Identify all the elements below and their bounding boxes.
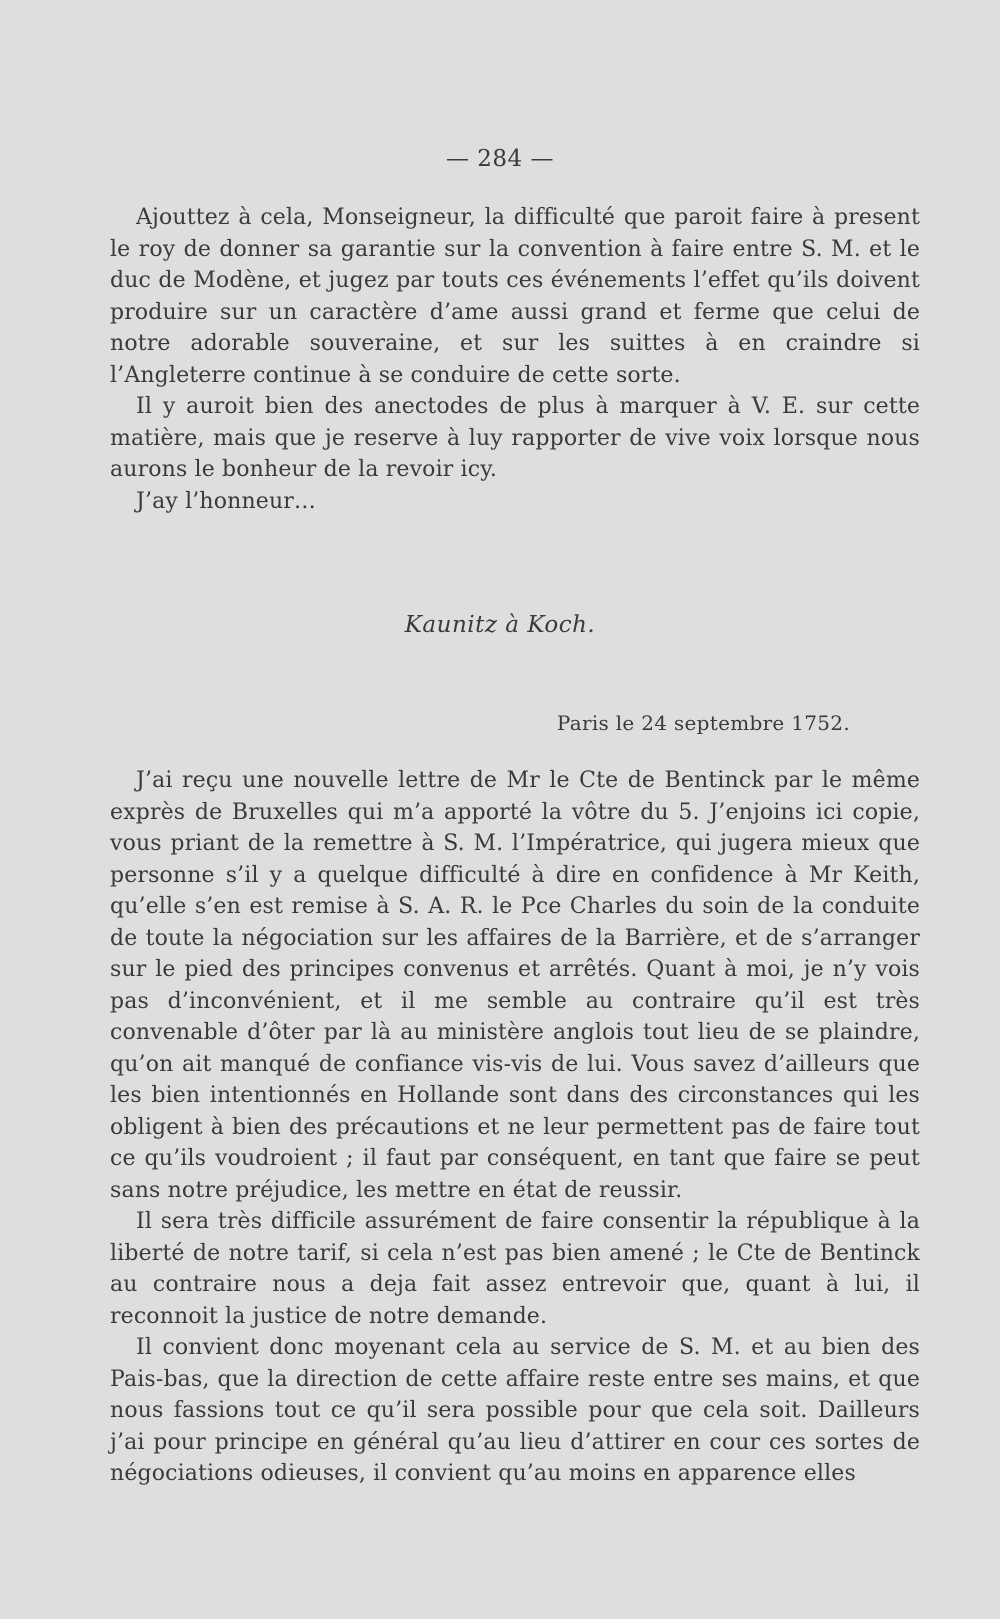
dateline: Paris le 24 septembre 1752. [556,711,850,735]
paragraph: Il sera très difficile assurément de faire consentir la république à la liberté de notre tarif, si cela n’est pas bien amené ; le Cte de Bentinck au contraire nous a deja fait assez entrevoir que, quant à lui, il reconnoit la justice de notre demande. [110,1209,920,1329]
paragraph: Ajouttez à cela, Monseigneur, la difficulté que paroit faire à present le roy de donner sa garantie sur la convention à faire entre S. M. et le duc de Modène, et jugez par touts ces événements l’effet qu’ils doivent produire sur un caractère d’ame aussi grand et ferme que celui de notre adorable souveraine, et sur les suittes à en craindre si l’Angleterre continue à se conduire de cette sorte. [110,205,920,388]
paragraph: J’ai reçu une nouvelle lettre de Mr le Cte de Bentinck par le même exprès de Bruxelles qui m’a apporté la vôtre du 5. J’enjoins ici copie, vous priant de la remettre à S. M. l’Impératrice, qui jugera mieux que personne s’il y a quelque difficulté à dire en confidence à Mr Keith, qu’elle s’en est remise à S. A. R. le Pce Charles du soin de la conduite de toute la négociation sur les affaires de la Barrière, et de s’arranger sur le pied des principes convenus et arrêtés. Quant à moi, je n’y vois pas d’inconvénient, et il me semble au contraire qu’il est très convenable d’ôter par là au ministère anglois tout lieu de se plaindre, qu’on ait manqué de confiance vis-vis de lui. Vous savez d’ailleurs que les bien intentionnés en Hollande sont dans des circonstances qui les obligent à bien des précautions et ne leur permettent pas de faire tout ce qu’ils voudroient ; il faut par conséquent, en tant que faire se peut sans notre préjudice, les mettre en état de reussir. [110,768,920,1203]
letter-heading: Kaunitz à Koch. [404,612,596,638]
paragraph: Il convient donc moyenant cela au service de S. M. et au bien des Pais-bas, que la direction de cette affaire reste entre ses mains, et que nous fassions tout ce qu’il sera possible pour que cela soit. Dailleurs j’ai pour principe en général qu’au lieu d’attirer en cour ces sortes de négociations odieuses, il convient qu’au moins en apparence elles [110,1335,920,1486]
letter-1-body [110,202,920,517]
closing-line: J’ay l’honneur… [136,488,317,514]
paragraph: Il y auroit bien des anectodes de plus à marquer à V. E. sur cette matière, mais que je reserve à luy rapporter de vive voix lorsque nous aurons le bonheur de la revoir icy. [110,394,920,482]
letter-2-body [110,765,920,1490]
page-number: — 284 — [445,146,555,172]
